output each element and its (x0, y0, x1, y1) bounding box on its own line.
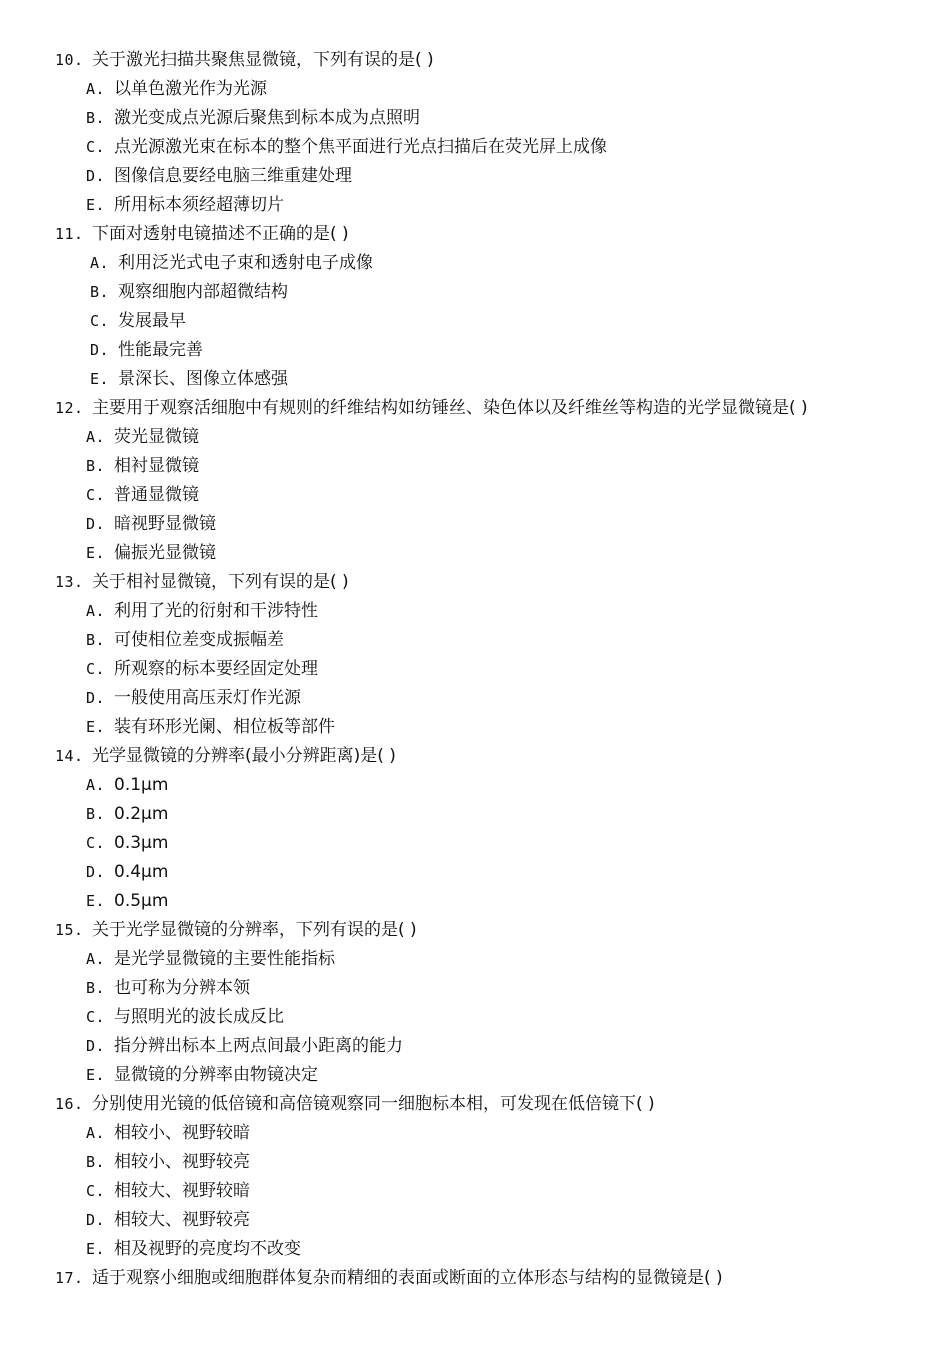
option-letter: C. (86, 138, 106, 156)
option-letter: B. (86, 805, 106, 823)
answer-option (55, 75, 935, 104)
option-text: 观察细胞内部超微结构 (118, 282, 288, 302)
option-text: 利用了光的衍射和干涉特性 (114, 601, 318, 621)
option-letter: D. (86, 515, 106, 533)
option-letter: A. (86, 776, 106, 794)
option-letter: A. (86, 80, 106, 98)
question-stem-text: 分别使用光镜的低倍镜和高倍镜观察同一细胞标本相，可发现在低倍镜下( ) (92, 1094, 655, 1114)
answer-option (55, 423, 935, 452)
option-text: 偏振光显微镜 (114, 543, 216, 563)
question-stem-text: 主要用于观察活细胞中有规则的纤维结构如纺锤丝、染色体以及纤维丝等构造的光学显微镜是( ) (92, 398, 808, 418)
option-text: 荧光显微镜 (114, 427, 199, 447)
answer-option (55, 800, 935, 829)
question-number: 11. (55, 225, 84, 243)
option-text: 暗视野显微镜 (114, 514, 216, 534)
option-text: 相及视野的亮度均不改变 (114, 1239, 301, 1259)
answer-option (55, 597, 935, 626)
answer-option (55, 1119, 935, 1148)
question-stem (55, 1090, 935, 1119)
option-text: 0.5μm (114, 891, 169, 911)
answer-option (55, 626, 935, 655)
option-text: 利用泛光式电子束和透射电子成像 (118, 253, 373, 273)
option-letter: B. (86, 109, 106, 127)
question-15 (55, 916, 935, 1090)
option-letter: E. (86, 718, 106, 736)
answer-option (55, 713, 935, 742)
option-text: 普通显微镜 (114, 485, 199, 505)
option-letter: C. (90, 312, 110, 330)
question-number: 10. (55, 51, 84, 69)
answer-option (55, 510, 935, 539)
option-letter: A. (86, 428, 106, 446)
option-text: 以单色激光作为光源 (114, 79, 267, 99)
option-letter: C. (86, 486, 106, 504)
option-text: 点光源激光束在标本的整个焦平面进行光点扫描后在荧光屏上成像 (114, 137, 607, 157)
option-letter: E. (86, 1066, 106, 1084)
question-stem-text: 关于相衬显微镜，下列有误的是( ) (92, 572, 349, 592)
answer-option (55, 974, 935, 1003)
question-stem-text: 关于激光扫描共聚焦显微镜，下列有误的是( ) (92, 50, 434, 70)
option-text: 景深长、图像立体感强 (118, 369, 288, 389)
answer-option (55, 829, 935, 858)
option-letter: D. (86, 1211, 106, 1229)
option-text: 性能最完善 (118, 340, 203, 360)
option-letter: B. (86, 979, 106, 997)
option-letter: E. (86, 544, 106, 562)
option-letter: D. (86, 689, 106, 707)
answer-option (55, 162, 935, 191)
question-stem (55, 916, 935, 945)
question-14 (55, 742, 935, 916)
answer-option (55, 1206, 935, 1235)
option-letter: D. (90, 341, 110, 359)
answer-option (55, 684, 935, 713)
option-letter: C. (86, 834, 106, 852)
answer-option (55, 481, 935, 510)
answer-option (55, 858, 935, 887)
option-letter: B. (86, 1153, 106, 1171)
question-stem (55, 568, 935, 597)
option-text: 与照明光的波长成反比 (114, 1007, 284, 1027)
question-stem-text: 适于观察小细胞或细胞群体复杂而精细的表面或断面的立体形态与结构的显微镜是( ) (92, 1268, 723, 1288)
exam-document (55, 46, 935, 1293)
question-11 (55, 220, 935, 394)
question-number: 16. (55, 1095, 84, 1113)
question-number: 14. (55, 747, 84, 765)
option-letter: C. (86, 660, 106, 678)
answer-option (55, 104, 935, 133)
question-10 (55, 46, 935, 220)
question-stem-text: 关于光学显微镜的分辨率，下列有误的是( ) (92, 920, 417, 940)
option-text: 指分辨出标本上两点间最小距离的能力 (114, 1036, 403, 1056)
answer-option (55, 365, 935, 394)
option-letter: D. (86, 1037, 106, 1055)
answer-option (55, 887, 935, 916)
answer-option (55, 655, 935, 684)
option-letter: B. (86, 457, 106, 475)
option-text: 0.4μm (114, 862, 169, 882)
answer-option (55, 1235, 935, 1264)
answer-option (55, 1032, 935, 1061)
option-text: 相衬显微镜 (114, 456, 199, 476)
question-stem (55, 394, 935, 423)
question-number: 17. (55, 1269, 84, 1287)
answer-option (55, 1177, 935, 1206)
option-text: 可使相位差变成振幅差 (114, 630, 284, 650)
option-letter: A. (86, 1124, 106, 1142)
option-text: 0.1μm (114, 775, 169, 795)
question-12 (55, 394, 935, 568)
question-stem (55, 742, 935, 771)
option-letter: D. (86, 863, 106, 881)
option-text: 相较小、视野较暗 (114, 1123, 250, 1143)
option-letter: E. (86, 892, 106, 910)
option-text: 是光学显微镜的主要性能指标 (114, 949, 335, 969)
option-letter: C. (86, 1008, 106, 1026)
option-letter: D. (86, 167, 106, 185)
option-text: 发展最早 (118, 311, 186, 331)
option-text: 0.2μm (114, 804, 169, 824)
answer-option (55, 1148, 935, 1177)
question-number: 13. (55, 573, 84, 591)
answer-option (55, 278, 935, 307)
option-letter: B. (86, 631, 106, 649)
question-stem-text: 下面对透射电镜描述不正确的是( ) (92, 224, 349, 244)
question-number: 15. (55, 921, 84, 939)
answer-option (55, 307, 935, 336)
answer-option (55, 452, 935, 481)
answer-option (55, 1003, 935, 1032)
option-letter: E. (86, 1240, 106, 1258)
answer-option (55, 336, 935, 365)
question-stem (55, 46, 935, 75)
option-text: 相较大、视野较暗 (114, 1181, 250, 1201)
option-text: 一般使用高压汞灯作光源 (114, 688, 301, 708)
answer-option (55, 771, 935, 800)
option-letter: C. (86, 1182, 106, 1200)
option-text: 显微镜的分辨率由物镜决定 (114, 1065, 318, 1085)
option-letter: B. (90, 283, 110, 301)
question-13 (55, 568, 935, 742)
option-text: 装有环形光阑、相位板等部件 (114, 717, 335, 737)
question-number: 12. (55, 399, 84, 417)
option-text: 也可称为分辨本领 (114, 978, 250, 998)
answer-option (55, 191, 935, 220)
option-letter: A. (90, 254, 110, 272)
answer-option (55, 539, 935, 568)
question-16 (55, 1090, 935, 1264)
option-text: 0.3μm (114, 833, 169, 853)
option-text: 相较小、视野较亮 (114, 1152, 250, 1172)
option-text: 图像信息要经电脑三维重建处理 (114, 166, 352, 186)
answer-option (55, 1061, 935, 1090)
option-letter: E. (90, 370, 110, 388)
answer-option (55, 945, 935, 974)
question-stem (55, 220, 935, 249)
question-17 (55, 1264, 935, 1293)
answer-option (55, 249, 935, 278)
option-letter: A. (86, 602, 106, 620)
option-letter: E. (86, 196, 106, 214)
answer-option (55, 133, 935, 162)
option-letter: A. (86, 950, 106, 968)
question-stem-text: 光学显微镜的分辨率(最小分辨距离)是( ) (92, 746, 396, 766)
question-stem (55, 1264, 935, 1293)
option-text: 所用标本须经超薄切片 (114, 195, 284, 215)
option-text: 所观察的标本要经固定处理 (114, 659, 318, 679)
option-text: 激光变成点光源后聚焦到标本成为点照明 (114, 108, 420, 128)
option-text: 相较大、视野较亮 (114, 1210, 250, 1230)
